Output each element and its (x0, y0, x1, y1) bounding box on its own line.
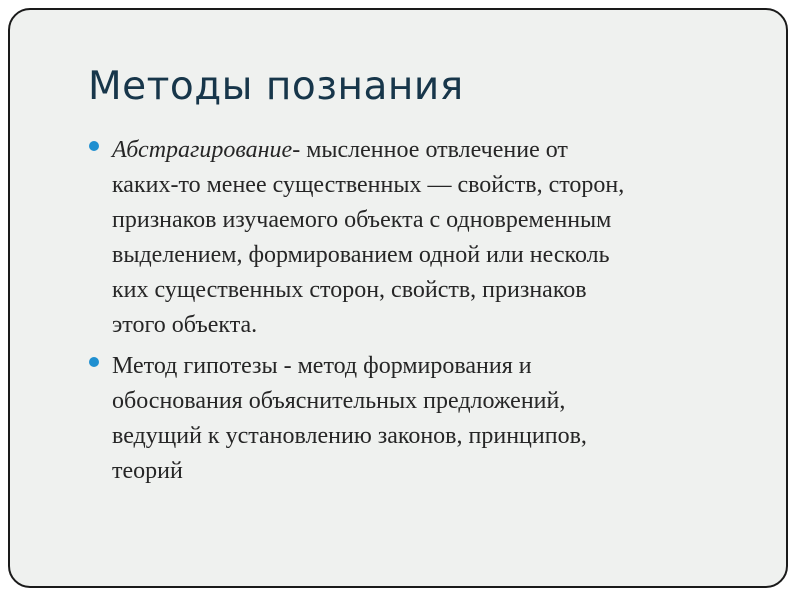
bullet-line: Метод гипотезы - метод формирования и (112, 353, 532, 379)
bullet-line: выделением, формированием одной или несколь (112, 242, 610, 268)
bullet-icon (89, 357, 99, 367)
bullet-line-text: - мысленное отвлечение от (292, 137, 568, 163)
bullet-line: ведущий к установлению законов, принципов, (112, 423, 587, 449)
bullet-line (112, 133, 748, 168)
bullet-line: ких существенных сторон, свойств, признаков (112, 277, 587, 303)
bullet-line: этого объекта. (112, 312, 258, 338)
bullet-icon (89, 141, 99, 151)
bullet-line: признаков изучаемого объекта с одновременным (112, 207, 612, 233)
bullet-item-abstraction (88, 133, 748, 343)
bullet-term: Абстрагирование (112, 137, 293, 163)
bullet-line: обоснования объяснительных предложений, (112, 388, 566, 414)
bullet-line: каких-то менее существенных — свойств, сторон, (112, 172, 625, 198)
bullet-line: теорий (112, 458, 183, 484)
slide-title: Методы познания (88, 64, 464, 109)
bullet-item-hypothesis (88, 349, 748, 489)
bullet-list (88, 133, 748, 495)
